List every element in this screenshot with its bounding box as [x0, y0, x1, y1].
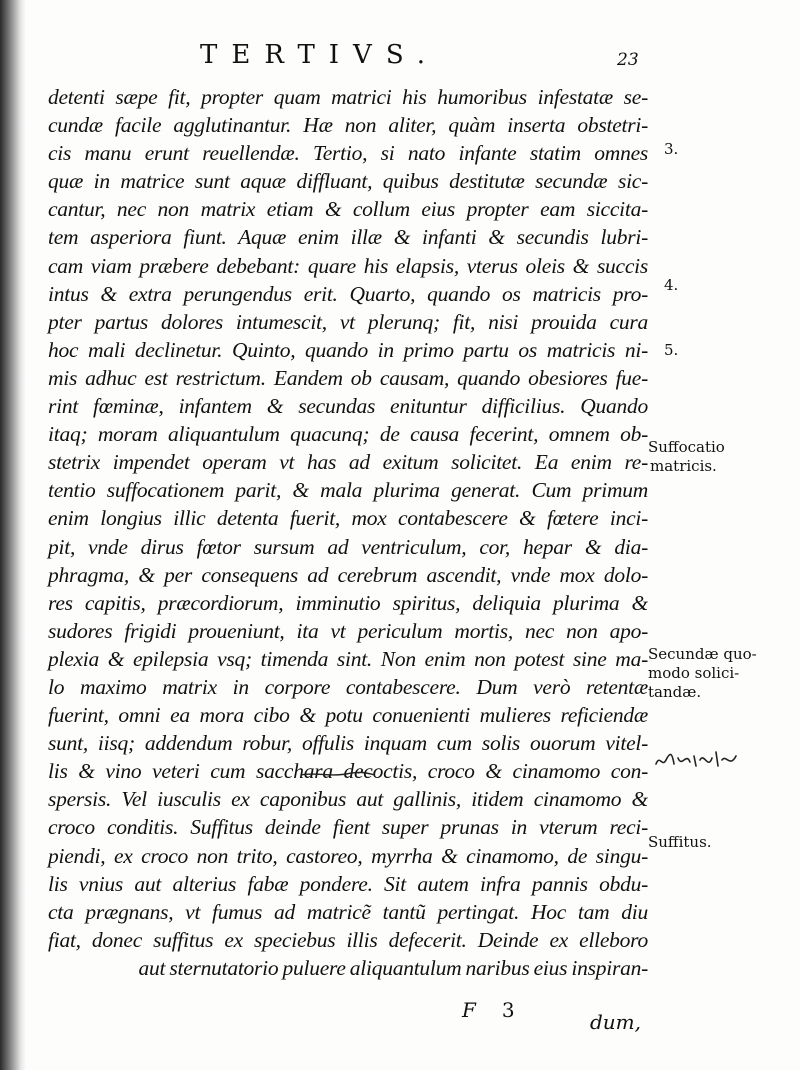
text-line: pit, vnde dirus fœtor sursum ad ventriculum, cor, hepar & dia- [48, 534, 648, 559]
text-line: cta prægnans, vt fumus ad matricẽ tantũ pertingat. Hoc tam diu [48, 899, 648, 924]
text-line: pter partus dolores intumescit, vt plerunq; fit, nisi prouida cura [48, 309, 648, 334]
text-line: detenti sæpe fit, propter quam matrici his humoribus infestatæ se- [48, 85, 648, 109]
text-line: fuerint, omni ea mora cibo & potu conuenienti mulieres reficiendæ [48, 703, 648, 728]
text-line: phragma, & per consequens ad cerebrum ascendit, vnde mox dolo- [48, 562, 648, 587]
margin-number: 5. [664, 341, 679, 359]
text-line: mis adhuc est restrictum. Eandem ob causam, quando obesiores fue- [48, 365, 648, 390]
binding-gutter-shadow [0, 0, 26, 1070]
text-line: lis vnius aut alterius fabæ pondere. Sit autem infra pannis obdu- [48, 871, 648, 896]
text-line: intus & extra perungendus erit. Quarto, quando os matricis pro- [48, 281, 648, 306]
margin-number: 4. [664, 276, 679, 294]
catchword: dum, [590, 1010, 642, 1034]
text-line: cundæ facile agglutinantur. Hæ non aliter, quàm inserta obstetri- [48, 113, 648, 138]
text-line: enim longius illic detenta fuerit, mox contabescere & fœtere inci- [48, 506, 648, 531]
text-line: spersis. Vel iusculis ex caponibus aut gallinis, itidem cinamomo & [48, 787, 648, 812]
margin-note-line: tandæ. [648, 683, 702, 701]
margin-note-line: Suffocatio [648, 438, 725, 456]
text-line: tem asperiora fiunt. Aquæ enim illæ & infanti & secundis lubri- [48, 225, 648, 250]
handwritten-annotation-icon [652, 746, 742, 774]
text-line: quæ in matrice sunt aquæ diffluant, quibus destitutæ secundæ sic- [48, 169, 648, 194]
text-line: hoc mali declinetur. Quinto, quando in primo partu os matricis ni- [48, 337, 648, 362]
running-head: TERTIVS. [200, 40, 439, 70]
text-line: cantur, nec non matrix etiam & collum eius propter eam siccita- [48, 197, 648, 222]
margin-note-line: Secundæ quo- [648, 645, 757, 663]
text-line: sudores frigidi proueniunt, ita vt periculum mortis, nec non apo- [48, 618, 648, 643]
margin-note-suffocatio [648, 438, 725, 476]
margin-number: 3. [664, 140, 679, 158]
text-line: tentio suffocationem parit, & mala plurima generat. Cum primum [48, 478, 648, 503]
text-line: lo maximo matrix in corpore contabescere. Dum verò retentæ [48, 674, 648, 699]
text-line: cam viam præbere debebant: quare his elapsis, vterus oleis & succis [48, 253, 648, 278]
text-line: croco conditis. Suffitus deinde fient super prunas in vterum reci- [48, 815, 648, 840]
text-line: stetrix impendet operam vt has ad exitum solicitet. Ea enim re- [48, 450, 648, 475]
margin-note-suffitus [648, 833, 712, 852]
text-line: lis & vino veteri cum sacchara decoctis, croco & cinamomo con- [48, 759, 648, 784]
signature-letter: F [462, 998, 476, 1022]
text-line: res capitis, præcordiorum, imminutio spiritus, deliquia plurima & [48, 590, 648, 615]
text-line: piendi, ex croco non trito, castoreo, myrrha & cinamomo, de singu- [48, 843, 648, 868]
text-line: rint fœminæ, infantem & secundas enituntur difficilius. Quando [48, 394, 648, 419]
body-text [48, 83, 648, 982]
page-number: 23 [617, 50, 639, 70]
margin-note-line: modo solici- [648, 664, 740, 682]
text-line: plexia & epilepsia vsq; timenda sint. Non enim non potest sine ma- [48, 646, 648, 671]
signature-number: 3 [501, 998, 515, 1022]
text-line: fiat, donec suffitus ex speciebus illis defecerit. Deinde ex elleboro [48, 927, 648, 952]
margin-note-secundae [648, 645, 757, 702]
margin-note-line: matricis. [650, 457, 717, 475]
handwritten-underline-icon [300, 770, 376, 778]
text-line: itaq; moram aliquantulum quacunq; de causa fecerint, omnem ob- [48, 422, 648, 447]
text-line: cis manu erunt reuellendæ. Tertio, si nato infante statim omnes [48, 141, 648, 166]
margin-note-line: Suffitus. [648, 833, 712, 851]
text-line: aut sternutatorio puluere aliquantulum naribus eius inspiran- [138, 955, 648, 980]
signature-mark [462, 998, 515, 1022]
text-line: sunt, iisq; addendum robur, offulis inquam cum solis ouorum vitel- [48, 731, 648, 756]
